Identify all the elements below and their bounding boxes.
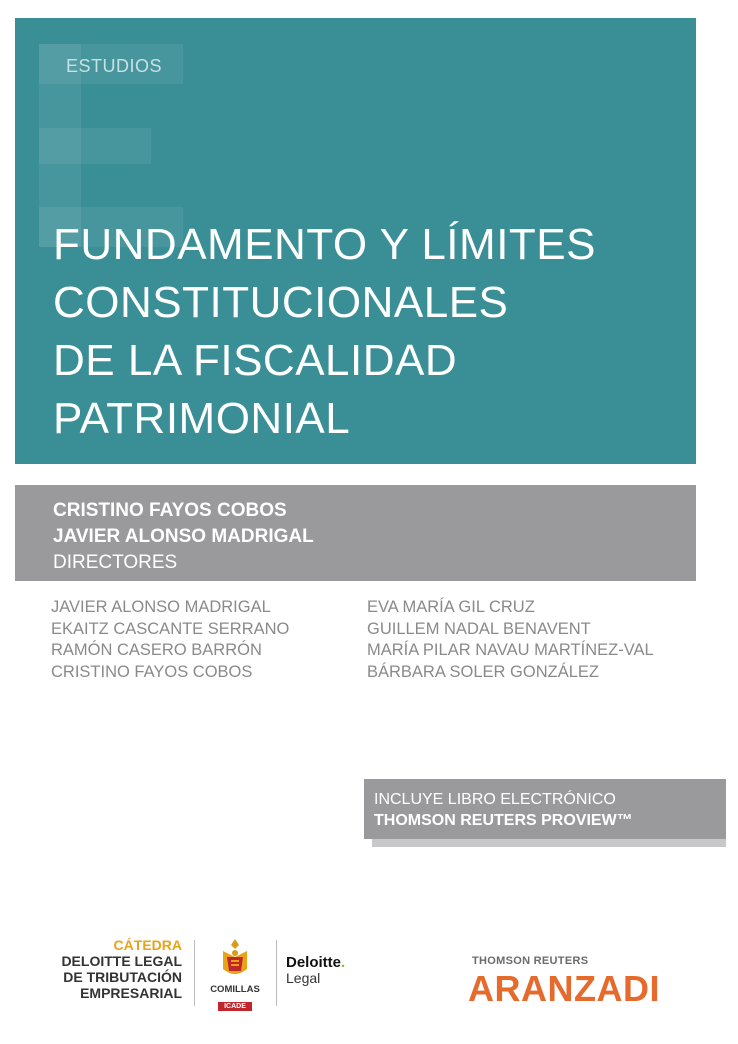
author-name: EKAITZ CASCANTE SERRANO (51, 619, 290, 638)
title-line: PATRIMONIAL (53, 394, 351, 443)
logo-divider (194, 940, 195, 1006)
author-name: EVA MARÍA GIL CRUZ (367, 598, 535, 616)
directors-band (15, 485, 696, 581)
comillas-logo (204, 937, 266, 1010)
author-name: GUILLEM NADAL BENAVENT (367, 619, 591, 638)
author-name: RAMÓN CASERO BARRÓN (51, 641, 262, 659)
comillas-crest-icon (215, 937, 255, 979)
catedra-line: EMPRESARIAL (80, 985, 182, 1001)
author-name: JAVIER ALONSO MADRIGAL (51, 598, 271, 616)
directors-block (53, 498, 314, 576)
icade-badge: ICADE (218, 1002, 252, 1011)
catedra-label: CÁTEDRA (113, 937, 182, 953)
deloitte-dot: . (341, 954, 346, 971)
ebook-line: INCLUYE LIBRO ELECTRÓNICO (374, 791, 616, 808)
title-line: CONSTITUCIONALES (53, 278, 509, 327)
catedra-line: DE TRIBUTACIÓN (63, 969, 182, 985)
title-line: FUNDAMENTO Y LÍMITES (53, 220, 596, 269)
ebook-banner (364, 779, 726, 839)
book-title (53, 216, 596, 448)
cover-teal-panel (15, 18, 696, 464)
deloitte-legal-logo (286, 954, 345, 986)
authors-right-column (367, 597, 654, 683)
director-name: JAVIER ALONSO MADRIGAL (53, 526, 314, 547)
ebook-platform: THOMSON REUTERS PROVIEW™ (374, 812, 633, 829)
thomson-reuters-label: THOMSON REUTERS (472, 955, 589, 967)
title-line: DE LA FISCALIDAD (53, 336, 458, 385)
author-name: BÁRBARA SOLER GONZÁLEZ (367, 662, 599, 681)
deloitte-wordmark: Deloitte (286, 954, 342, 971)
aranzadi-logo: ARANZADI (468, 968, 660, 1009)
directors-role: DIRECTORES (53, 552, 178, 573)
author-name: CRISTINO FAYOS COBOS (51, 662, 253, 681)
logo-divider (276, 940, 277, 1006)
deloitte-legal-label: Legal (286, 970, 321, 986)
authors-left-column (51, 597, 289, 683)
catedra-logo (48, 937, 182, 1001)
comillas-label: COMILLAS (210, 984, 260, 995)
director-name: CRISTINO FAYOS COBOS (53, 500, 287, 521)
author-name: MARÍA PILAR NAVAU MARTÍNEZ-VAL (367, 641, 654, 659)
catedra-line: DELOITTE LEGAL (61, 953, 182, 969)
series-label: ESTUDIOS (66, 56, 163, 76)
